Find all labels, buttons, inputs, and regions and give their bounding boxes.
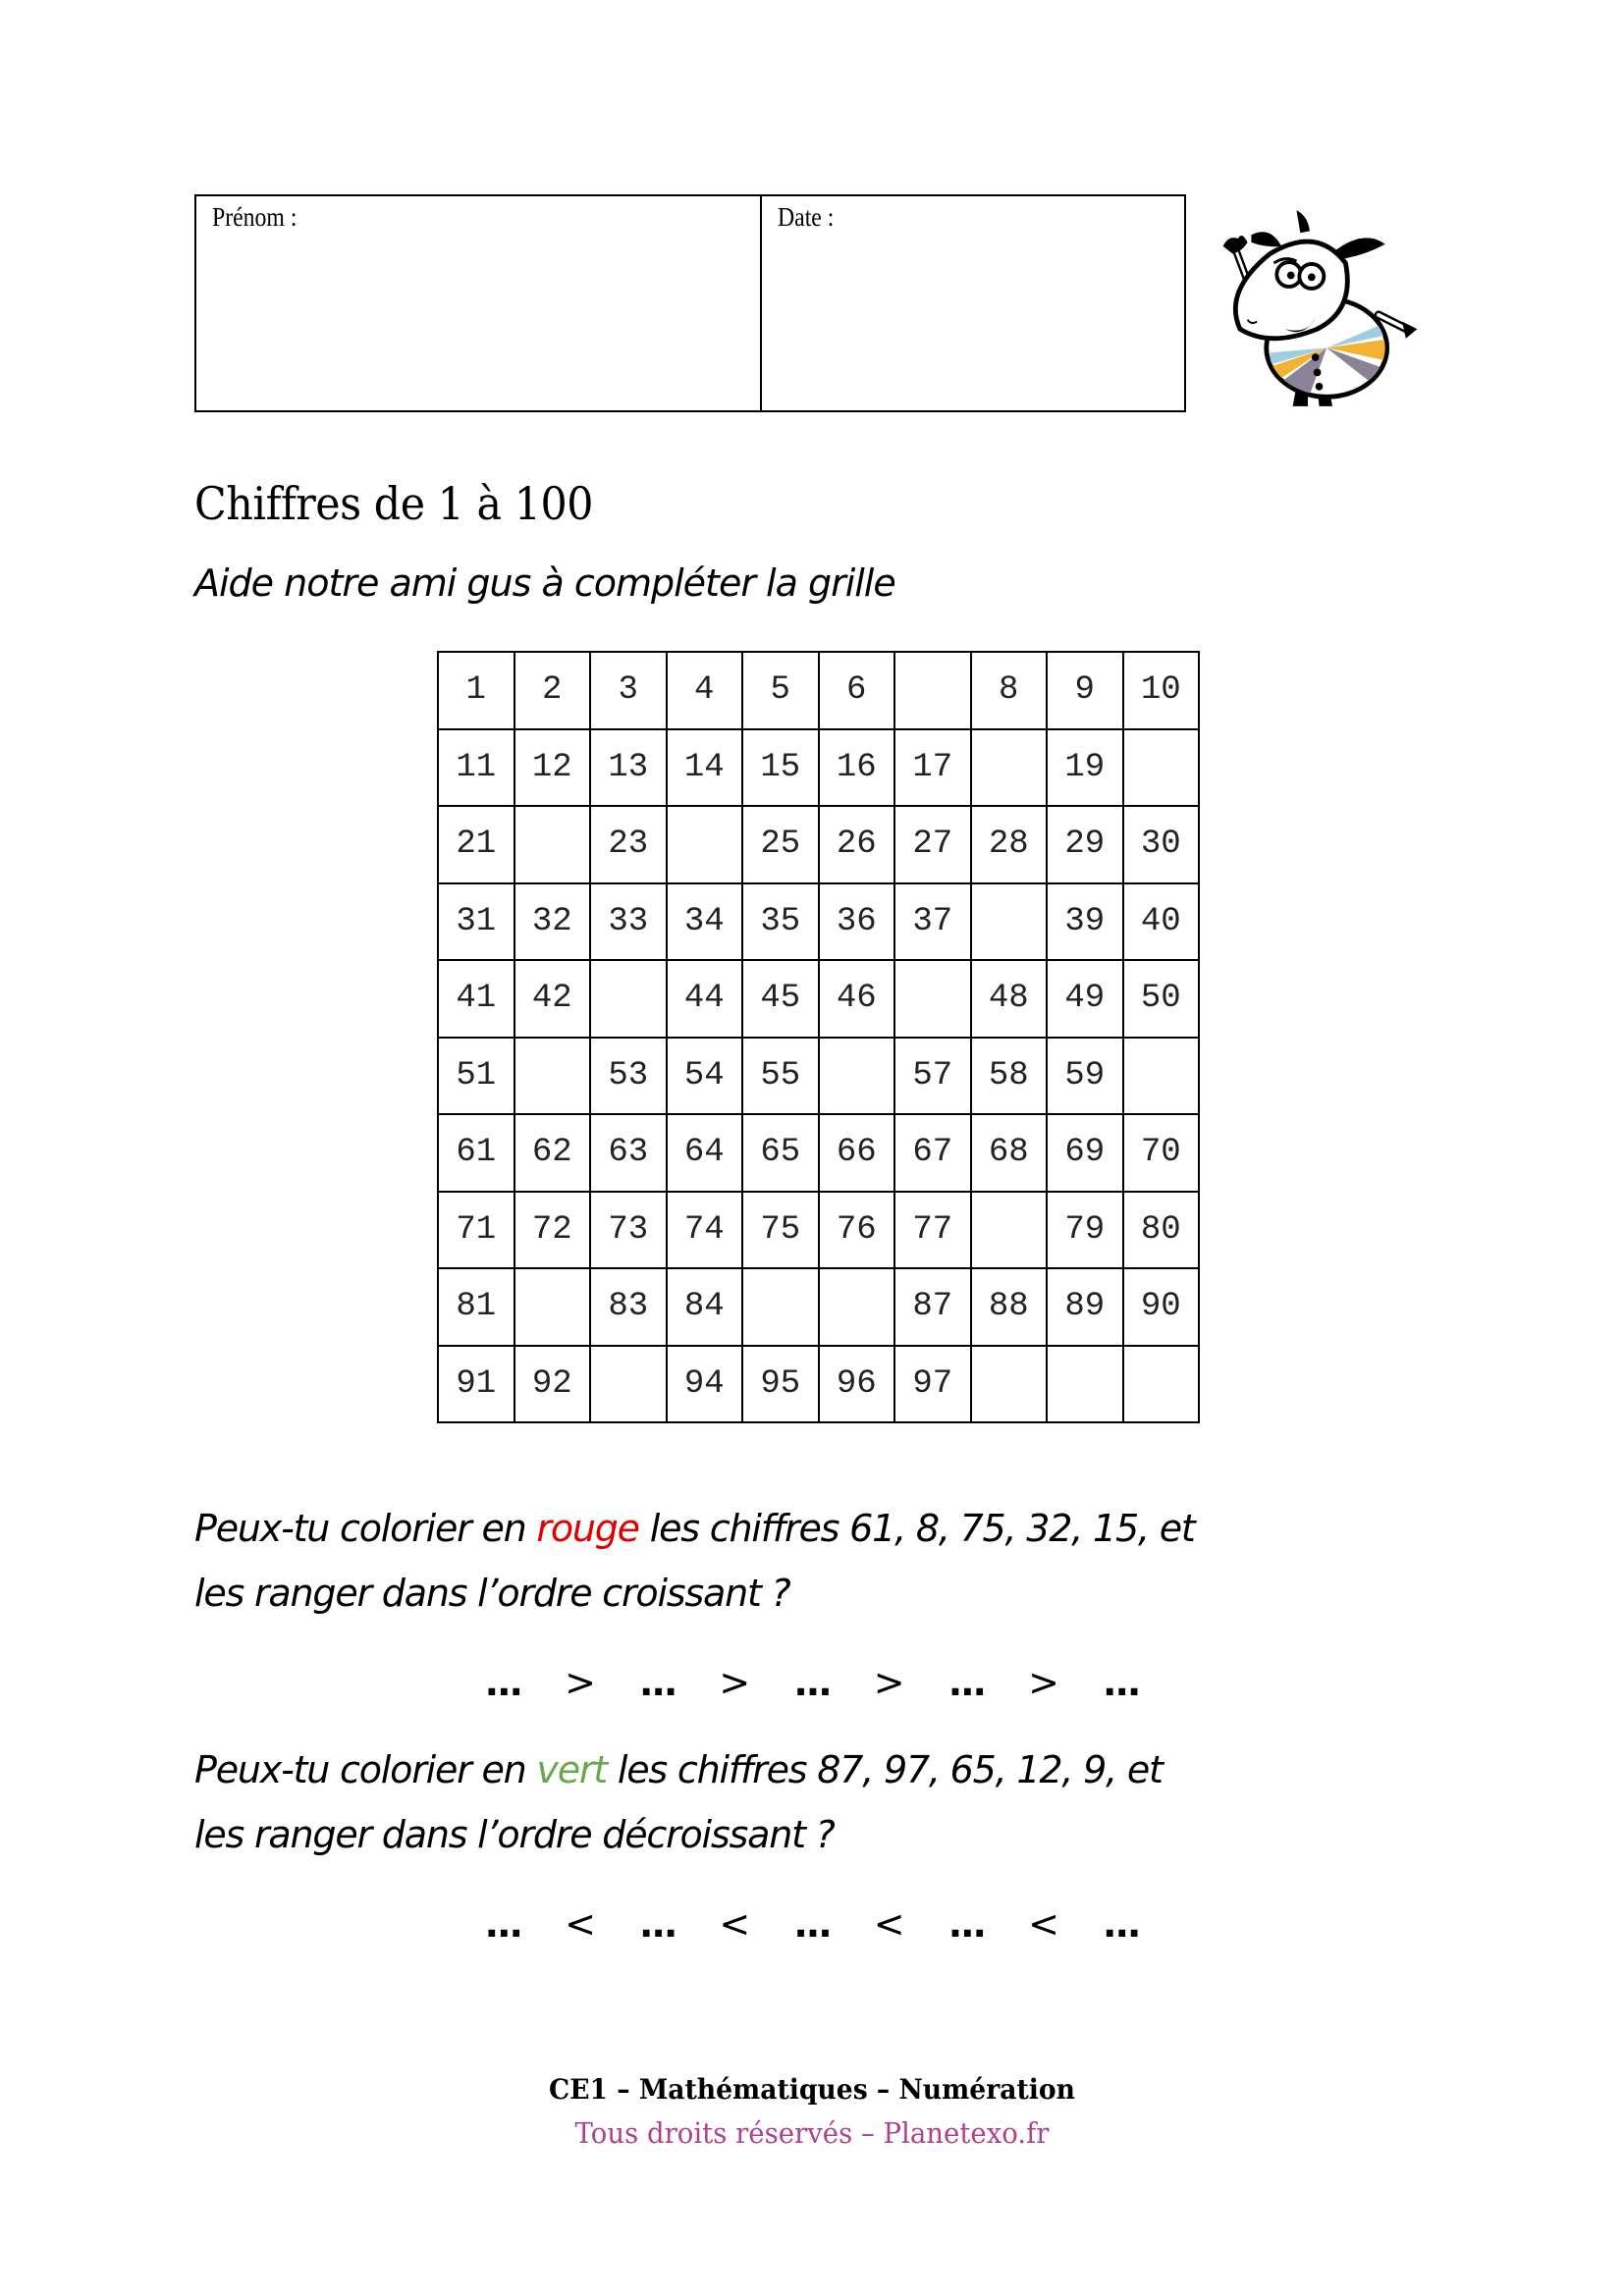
grid-cell: 36 [819,883,895,961]
grid-cell: 13 [590,729,667,807]
grid-cell: 71 [438,1192,514,1269]
color-word-green: vert [536,1748,607,1791]
footer-copyright: Tous droits réservés – Planetexo.fr [574,2116,1050,2150]
grid-row [438,883,1199,961]
less-than-symbol: < [565,1902,596,1946]
grid-row [438,1114,1199,1192]
greater-than-symbol: > [1028,1661,1059,1704]
less-than-symbol: < [1028,1902,1059,1946]
grid-cell: 51 [438,1038,514,1115]
grid-cell: 64 [667,1114,743,1192]
grid-cell: 87 [894,1268,971,1346]
grid-cell-empty[interactable] [514,806,591,883]
grid-cell: 8 [971,652,1048,729]
grid-cell: 28 [971,806,1048,883]
grid-cell: 44 [667,960,743,1038]
grid-cell: 5 [742,652,819,729]
grid-row [438,1346,1199,1423]
grid-cell-empty[interactable] [590,960,667,1038]
question-green [194,1737,1471,1867]
grid-cell: 49 [1047,960,1123,1038]
question-text: les chiffres 87, 97, 65, 12, 9, et [607,1748,1163,1791]
grid-cell: 12 [514,729,591,807]
grid-cell: 29 [1047,806,1123,883]
grid-cell-empty[interactable] [971,1346,1048,1423]
grid-cell: 57 [894,1038,971,1115]
grid-cell: 63 [590,1114,667,1192]
grid-cell: 74 [667,1192,743,1269]
grid-cell: 69 [1047,1114,1123,1192]
grid-cell: 23 [590,806,667,883]
question-text: Peux-tu colorier en [194,1748,537,1791]
grid-cell: 2 [514,652,591,729]
grid-cell: 68 [971,1114,1048,1192]
grid-cell: 17 [894,729,971,807]
answer-slot[interactable]: ... [947,1902,985,1946]
grid-cell: 30 [1123,806,1200,883]
student-info-box [194,194,1186,412]
grid-cell-empty[interactable] [742,1268,819,1346]
color-word-red: rouge [536,1507,639,1550]
grid-cell: 33 [590,883,667,961]
name-cell[interactable] [196,196,762,410]
grid-cell: 16 [819,729,895,807]
grid-row [438,1192,1199,1269]
grid-cell-empty[interactable] [1123,1346,1200,1423]
grid-cell: 77 [894,1192,971,1269]
grid-cell: 53 [590,1038,667,1115]
grid-cell: 1 [438,652,514,729]
grid-cell: 14 [667,729,743,807]
grid-cell: 34 [667,883,743,961]
grid-cell-empty[interactable] [590,1346,667,1423]
grid-cell: 73 [590,1192,667,1269]
grid-cell: 42 [514,960,591,1038]
grid-cell: 81 [438,1268,514,1346]
grid-cell-empty[interactable] [1123,729,1200,807]
date-label: Date : [778,202,835,232]
grid-cell: 37 [894,883,971,961]
question-text-line2: les ranger dans l’ordre décroissant ? [194,1813,835,1856]
grid-cell: 90 [1123,1268,1200,1346]
grid-row [438,729,1199,807]
grid-cell: 94 [667,1346,743,1423]
grid-cell: 10 [1123,652,1200,729]
sheep-mascot-icon [1214,192,1449,428]
grid-row [438,1038,1199,1115]
grid-cell-empty[interactable] [894,652,971,729]
grid-cell: 89 [1047,1268,1123,1346]
grid-row [438,960,1199,1038]
grid-cell: 39 [1047,883,1123,961]
grid-cell-empty[interactable] [1123,1038,1200,1115]
grid-cell: 26 [819,806,895,883]
grid-cell: 65 [742,1114,819,1192]
greater-than-symbol: > [565,1661,596,1704]
grid-cell: 41 [438,960,514,1038]
date-field[interactable] [772,243,1174,400]
answer-line-descending [0,1902,1624,1946]
grid-cell: 25 [742,806,819,883]
less-than-symbol: < [873,1902,905,1946]
grid-cell-empty[interactable] [971,883,1048,961]
footer-title: CE1 – Mathématiques – Numération [549,2073,1075,2106]
grid-cell: 59 [1047,1038,1123,1115]
grid-cell-empty[interactable] [819,1268,895,1346]
grid-cell: 50 [1123,960,1200,1038]
grid-cell-empty[interactable] [971,729,1048,807]
answer-slot[interactable]: ... [947,1661,985,1704]
grid-cell: 84 [667,1268,743,1346]
grid-cell: 97 [894,1346,971,1423]
grid-cell: 91 [438,1346,514,1423]
grid-cell-empty[interactable] [514,1038,591,1115]
grid-cell: 88 [971,1268,1048,1346]
grid-cell: 4 [667,652,743,729]
grid-cell: 79 [1047,1192,1123,1269]
question-text: Peux-tu colorier en [194,1507,537,1550]
grid-row [438,1268,1199,1346]
grid-cell: 9 [1047,652,1123,729]
grid-cell: 32 [514,883,591,961]
name-label: Prénom : [212,202,298,232]
greater-than-symbol: > [719,1661,751,1704]
grid-row [438,652,1199,729]
grid-cell: 19 [1047,729,1123,807]
grid-cell: 35 [742,883,819,961]
grid-cell: 72 [514,1192,591,1269]
name-field[interactable] [206,243,750,400]
page-title: Chiffres de 1 à 100 [194,477,594,530]
grid-cell: 61 [438,1114,514,1192]
grid-cell: 58 [971,1038,1048,1115]
less-than-symbol: < [719,1902,751,1946]
grid-cell: 95 [742,1346,819,1423]
grid-cell: 54 [667,1038,743,1115]
grid-cell: 45 [742,960,819,1038]
grid-cell: 92 [514,1346,591,1423]
grid-cell: 11 [438,729,514,807]
grid-cell-empty[interactable] [894,960,971,1038]
grid-cell-empty[interactable] [819,1038,895,1115]
grid-cell: 3 [590,652,667,729]
grid-cell: 6 [819,652,895,729]
answer-slot[interactable]: ... [484,1902,521,1946]
grid-cell: 70 [1123,1114,1200,1192]
grid-cell: 96 [819,1346,895,1423]
grid-cell-empty[interactable] [667,806,743,883]
grid-cell: 31 [438,883,514,961]
answer-slot[interactable]: ... [1103,1902,1140,1946]
grid-cell: 75 [742,1192,819,1269]
date-cell[interactable] [762,196,1184,410]
answer-slot[interactable]: ... [1103,1661,1140,1704]
grid-cell: 62 [514,1114,591,1192]
grid-cell: 48 [971,960,1048,1038]
question-text-line2: les ranger dans l’ordre croissant ? [194,1572,790,1615]
grid-cell: 15 [742,729,819,807]
answer-slot[interactable]: ... [639,1902,677,1946]
grid-cell: 46 [819,960,895,1038]
grid-cell: 80 [1123,1192,1200,1269]
grid-cell: 40 [1123,883,1200,961]
answer-slot[interactable]: ... [793,1902,831,1946]
grid-cell: 76 [819,1192,895,1269]
grid-cell: 83 [590,1268,667,1346]
grid-cell-empty[interactable] [514,1268,591,1346]
answer-slot[interactable]: ... [484,1661,521,1704]
grid-cell-empty[interactable] [971,1192,1048,1269]
grid-cell: 67 [894,1114,971,1192]
question-red [194,1496,1471,1626]
answer-slot[interactable]: ... [793,1661,831,1704]
grid-cell: 66 [819,1114,895,1192]
answer-line-ascending [0,1661,1624,1704]
answer-slot[interactable]: ... [639,1661,677,1704]
question-text: les chiffres 61, 8, 75, 32, 15, et [638,1507,1195,1550]
grid-cell: 55 [742,1038,819,1115]
number-grid [437,651,1200,1423]
grid-row [438,806,1199,883]
grid-cell: 21 [438,806,514,883]
grid-cell-empty[interactable] [1047,1346,1123,1423]
greater-than-symbol: > [873,1661,905,1704]
grid-cell: 27 [894,806,971,883]
instruction-subtitle: Aide notre ami gus à compléter la grille [194,561,895,605]
